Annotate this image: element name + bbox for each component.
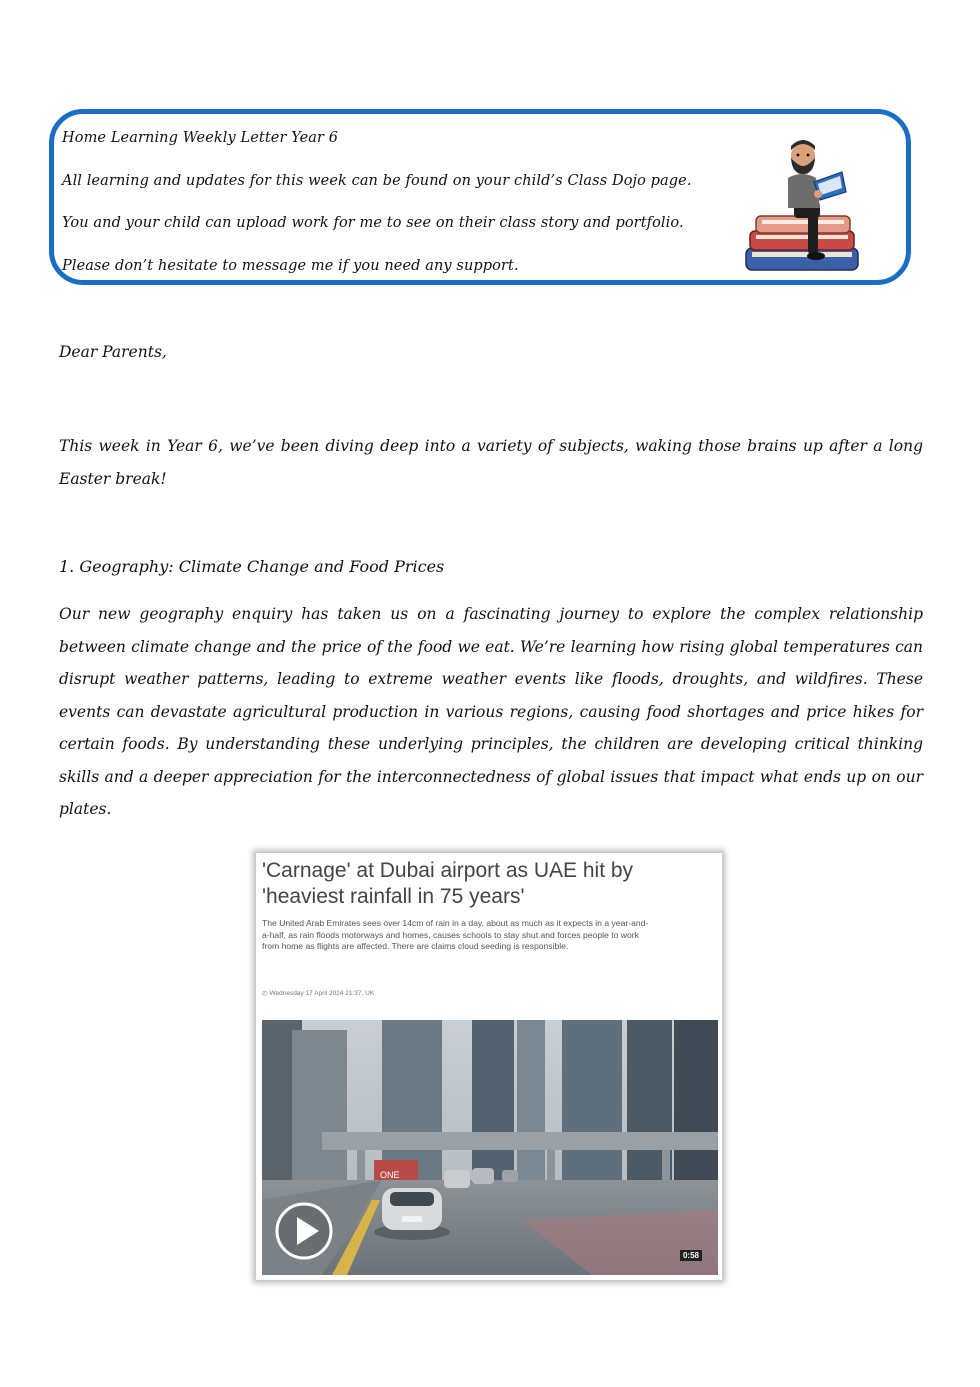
- section-heading-geography: 1. Geography: Climate Change and Food Prices: [59, 557, 445, 576]
- clock-icon: ◴: [262, 990, 268, 997]
- flooded-street-photo: [262, 1020, 718, 1275]
- sign-text: ONE: [380, 1170, 400, 1180]
- news-date-text: Wednesday 17 April 2024 21:37, UK: [269, 990, 375, 997]
- greeting: Dear Parents,: [59, 343, 167, 361]
- news-headline: 'Carnage' at Dubai airport as UAE hit by 'heaviest rainfall in 75 years': [262, 859, 634, 908]
- letter-title: Home Learning Weekly Letter Year 6: [62, 130, 339, 146]
- header-box: [49, 109, 911, 285]
- news-video-thumbnail[interactable]: [262, 1020, 718, 1275]
- intro-paragraph: This week in Year 6, we’ve been diving deep into a variety of subjects, waking those brains up after a long Easter break!: [59, 437, 923, 488]
- news-summary: The United Arab Emirates sees over 14cm of rain in a day, about as much as it expects in a year-and-a-half, as rain floods motorways and homes, causes schools to stay shut and forces people to work from home as flights are affected. There are claims cloud seeding is responsible.: [262, 918, 649, 952]
- geography-paragraph: Our new geography enquiry has taken us on a fascinating journey to explore the complex relationship between climate change and the price of the food we eat. We’re learning how rising global temperatures can disrupt weather patterns, leading to extreme weather events like floods, droughts, and wildfires. These events can devastate agricultural production in various regions, causing food shortages and price hikes for certain foods. By understanding these underlying principles, the children are developing critical thinking skills and a deeper appreciation for the interconnectedness of global issues that impact what ends up on our plates.: [59, 605, 923, 818]
- info-line-3: Please don’t hesitate to message me if you need any support.: [62, 258, 519, 274]
- news-article-screenshot: [256, 853, 722, 1280]
- video-duration: 0:58: [680, 1250, 702, 1261]
- news-date: [262, 989, 374, 997]
- teacher-avatar-illustration: [742, 138, 866, 280]
- info-line-1: All learning and updates for this week can be found on your child’s Class Dojo page.: [62, 173, 692, 189]
- info-line-2: You and your child can upload work for me to see on their class story and portfolio.: [62, 215, 684, 231]
